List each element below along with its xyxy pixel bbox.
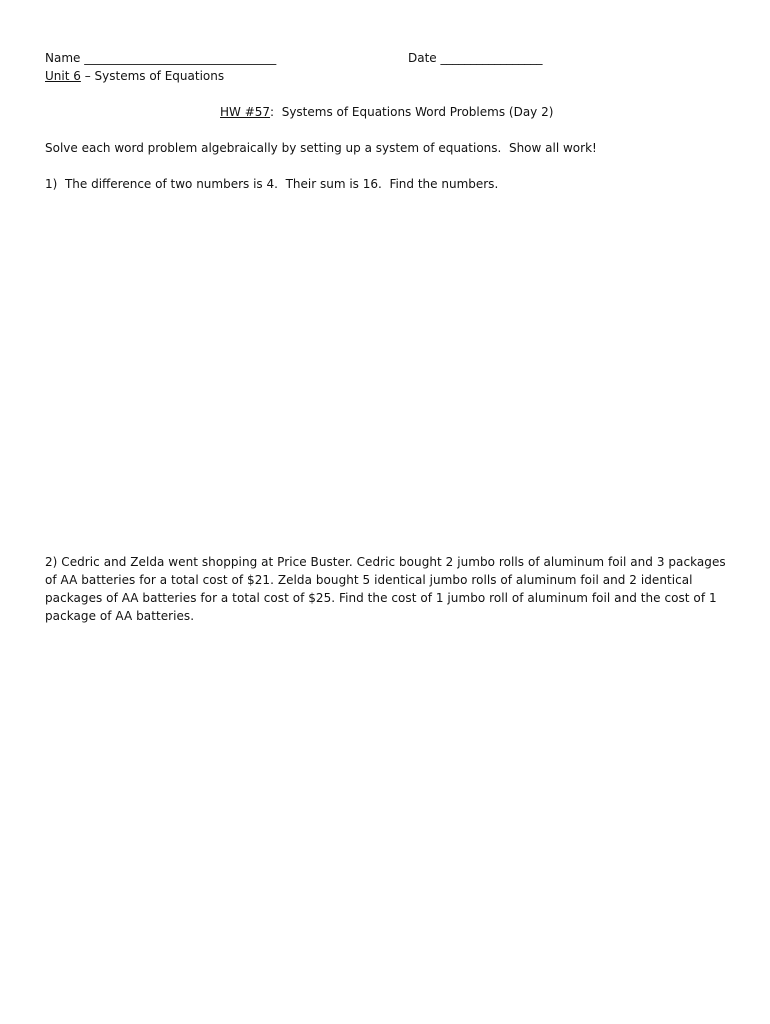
problem-2-text: 2) Cedric and Zelda went shopping at Price Buster. Cedric bought 2 jumbo rolls of aluminum foil and 3 packages of AA batteries for a total cost of $21. Zelda bought 5 identical jumbo rolls of aluminum foil and 2 identical packages of AA batteries for a total cost of $25. Find the cost of 1 jumbo roll of aluminum foil and the cost of 1 package of AA batteries. [45, 555, 726, 623]
hw-number: HW #57 [220, 105, 271, 119]
date-field[interactable] [408, 49, 543, 67]
unit-heading [45, 67, 224, 85]
hw-title-text: : Systems of Equations Word Problems (Day 2) [270, 105, 554, 119]
unit-label: Unit 6 [45, 69, 81, 83]
name-field[interactable] [45, 49, 276, 67]
name-blank[interactable]: ________________________________ [84, 51, 277, 65]
name-label: Name [45, 51, 81, 65]
page-title [220, 103, 553, 121]
instructions-text: Solve each word problem algebraically by setting up a system of equations. Show all work! [45, 141, 597, 155]
date-blank[interactable]: _________________ [440, 51, 543, 65]
problem-1-text: 1) The difference of two numbers is 4. Their sum is 16. Find the numbers. [45, 177, 499, 191]
unit-title: – Systems of Equations [80, 69, 225, 83]
date-label: Date [408, 51, 437, 65]
